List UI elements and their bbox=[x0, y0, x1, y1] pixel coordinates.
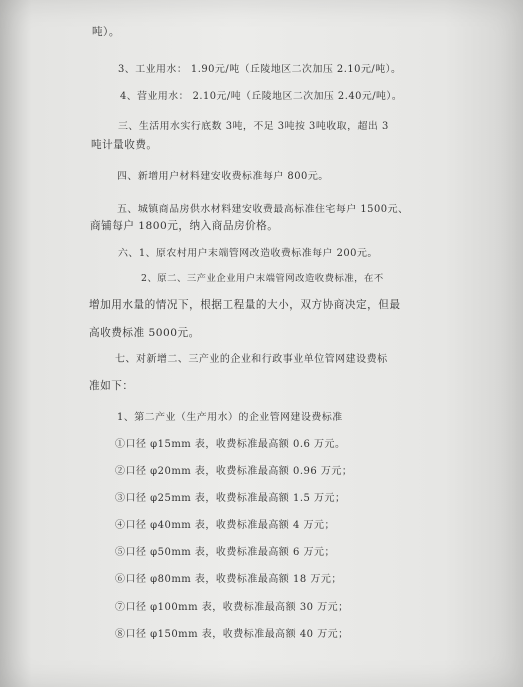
text-line: 吨计量收费。 bbox=[91, 139, 158, 151]
text-line: 3、工业用水： 1.90元/吨（丘陵地区二次加压 2.10元/吨）。 bbox=[118, 64, 402, 75]
text-line: 商铺每户 1800元，纳入商品房价格。 bbox=[90, 219, 279, 232]
text-line: 六、1、原农村用户末端管网改造收费标准每户 200元。 bbox=[118, 248, 378, 259]
text-line: ③口径 φ25mm 表，收费标准最高额 1.5 万元； bbox=[115, 493, 346, 504]
text-line: ⑤口径 φ50mm 表，收费标准最高额 6 万元； bbox=[115, 547, 335, 558]
text-line: 七、对新增二、三产业的企业和行政事业单位管网建设费标 bbox=[115, 354, 388, 365]
text-line: 三、生活用水实行底数 3吨，不足 3吨按 3吨收取，超出 3 bbox=[118, 121, 389, 132]
text-line: 2、原二、三产业企业用户末端管网改造收费标准，在不 bbox=[141, 273, 384, 284]
text-line: 4、营业用水： 2.10元/吨（丘陵地区二次加压 2.40元/吨）。 bbox=[120, 91, 403, 102]
text-line: 四、新增用户材料建安收费标准每户 800元。 bbox=[117, 171, 329, 182]
text-line: 吨）。 bbox=[92, 26, 120, 38]
text-line: ⑦口径 φ100mm 表，收费标准最高额 30 万元； bbox=[115, 602, 349, 613]
text-line: 准如下： bbox=[89, 379, 134, 392]
text-line: ④口径 φ40mm 表，收费标准最高额 4 万元； bbox=[115, 520, 335, 531]
text-line: 高收费标准 5000元。 bbox=[89, 326, 200, 339]
text-line: ⑧口径 φ150mm 表，收费标准最高额 40 万元； bbox=[115, 629, 349, 640]
text-line: ②口径 φ20mm 表，收费标准最高额 0.96 万元； bbox=[115, 466, 353, 477]
text-line: ⑥口径 φ80mm 表，收费标准最高额 18 万元； bbox=[115, 574, 342, 585]
text-line: 1、第二产业（生产用水）的企业管网建设费标准 bbox=[117, 412, 343, 423]
text-line: 五、城镇商品房供水材料建安收费最高标准住宅每户 1500元、 bbox=[117, 204, 409, 215]
text-line: ①口径 φ15mm 表，收费标准最高额 0.6 万元。 bbox=[115, 439, 346, 450]
text-line: 增加用水量的情况下，根据工程量的大小，双方协商决定，但最 bbox=[89, 298, 401, 311]
